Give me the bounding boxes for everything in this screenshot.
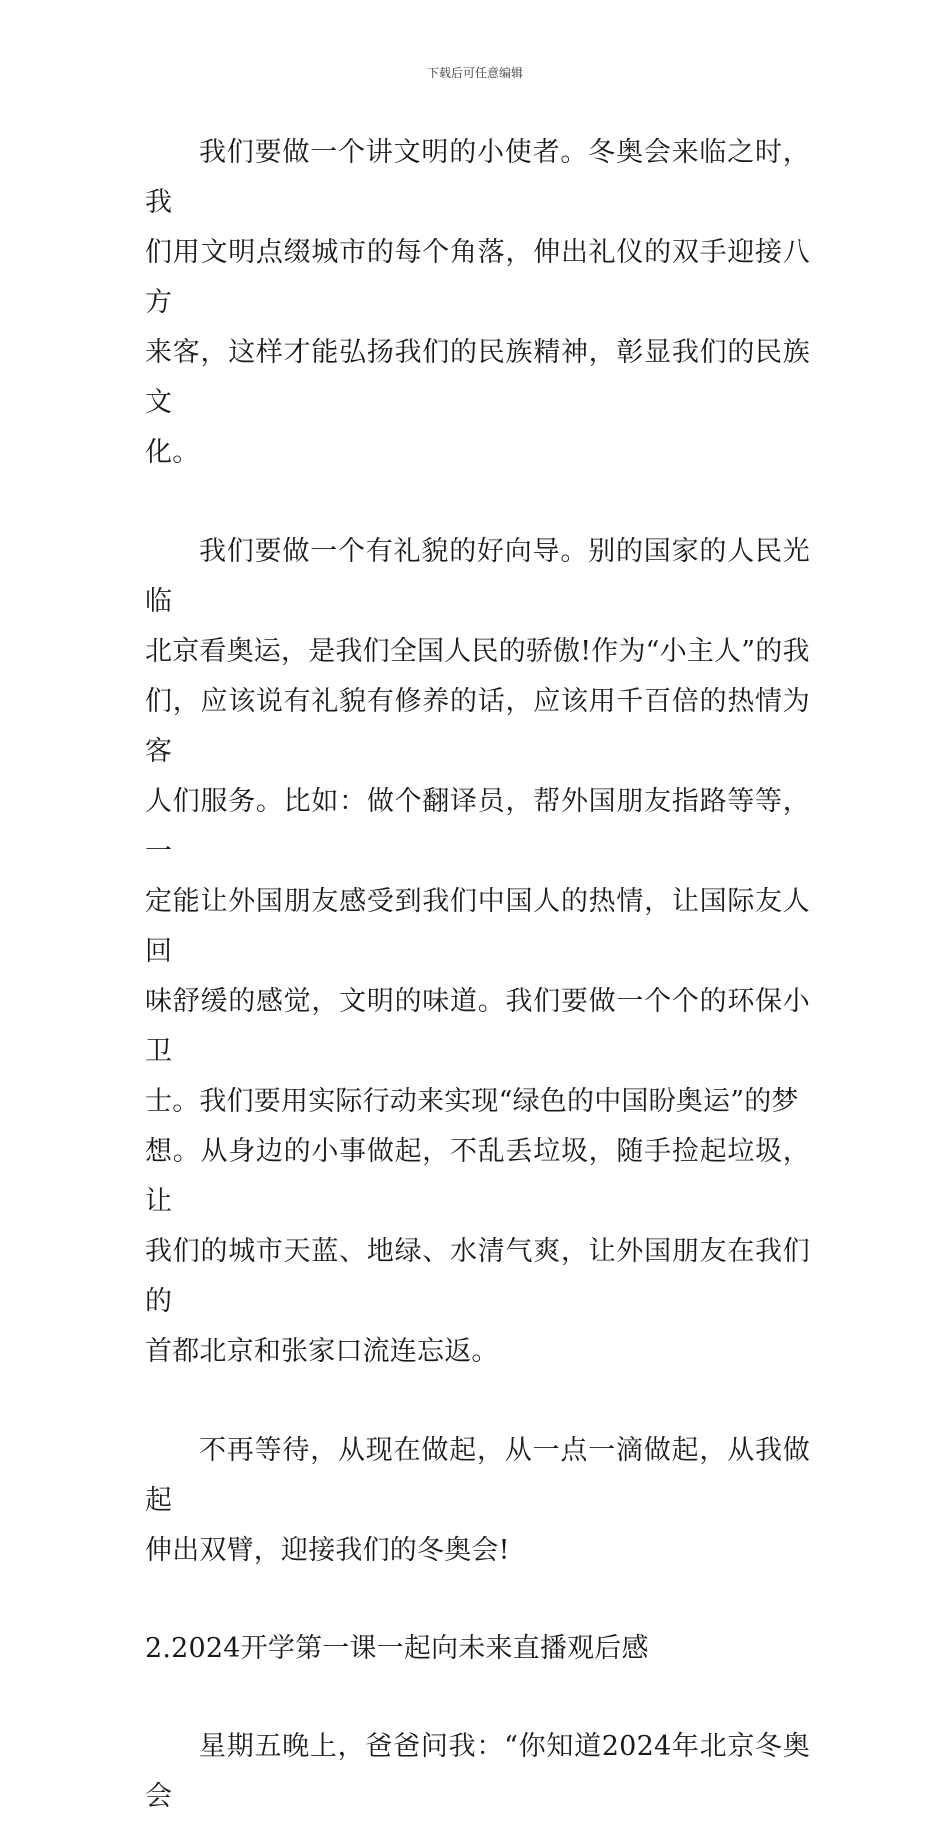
page-header: 下载后可任意编辑 (426, 66, 523, 80)
paragraph-1 (145, 128, 810, 478)
text-line: 伸出双臂，迎接我们的冬奥会! (145, 1535, 510, 1566)
text-line: 我们要做一个讲文明的小使者。冬奥会来临之时，我 (145, 137, 810, 218)
paragraph-2 (145, 527, 810, 1377)
paragraph-3 (145, 1426, 810, 1576)
text-line: 想。从身边的小事做起，不乱丢垃圾，随手捡起垃圾，让 (145, 1136, 810, 1217)
section-heading (145, 1624, 810, 1674)
text-line: 2.2024开学第一课一起向未来直播观后感 (145, 1633, 649, 1664)
text-line: 们用文明点缀城市的每个角落，伸出礼仪的双手迎接八方 (145, 237, 810, 318)
text-line: 定能让外国朋友感受到我们中国人的热情，让国际友人回 (145, 886, 810, 967)
document-body (145, 128, 810, 1822)
text-line: 我们的城市天蓝、地绿、水清气爽，让外国朋友在我们的 (145, 1236, 810, 1317)
text-line: 们，应该说有礼貌有修养的话，应该用千百倍的热情为客 (145, 686, 810, 767)
text-line: 味舒缓的感觉，文明的味道。我们要做一个个的环保小卫 (145, 986, 810, 1067)
paragraph-5 (145, 1722, 810, 1822)
text-line: 来客，这样才能弘扬我们的民族精神，彰显我们的民族文 (145, 337, 810, 418)
text-line: 首都北京和张家口流连忘返。 (145, 1336, 499, 1367)
text-line: 人们服务。比如：做个翻译员，帮外国朋友指路等等，一 (145, 786, 810, 867)
text-line: 不再等待，从现在做起，从一点一滴做起，从我做起 (145, 1435, 810, 1516)
text-line: 星期五晚上，爸爸问我：“你知道2024年北京冬奥会 (145, 1731, 810, 1812)
text-line: 士。我们要用实际行动来实现“绿色的中国盼奥运”的梦 (145, 1086, 799, 1117)
text-line: 北京看奥运，是我们全国人民的骄傲!作为“小主人”的我 (145, 636, 810, 667)
text-line: 化。 (145, 437, 200, 468)
text-line: 我们要做一个有礼貌的好向导。别的国家的人民光临 (145, 536, 810, 617)
